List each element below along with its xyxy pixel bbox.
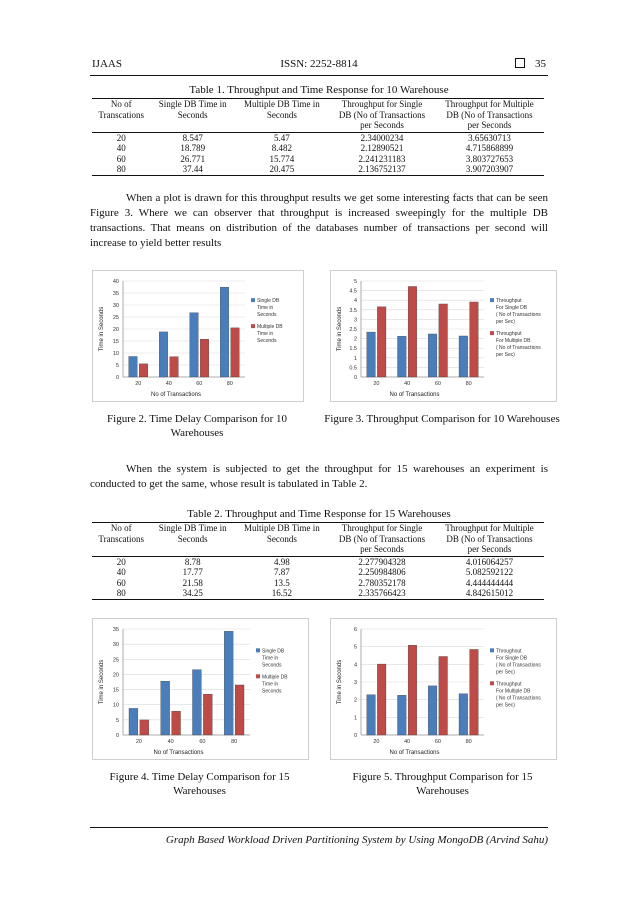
legend-swatch bbox=[490, 681, 494, 685]
issn: ISSN: 2252-8814 bbox=[280, 58, 358, 70]
x-tick-label: 40 bbox=[404, 739, 411, 745]
table-cell: 16.52 bbox=[235, 588, 329, 599]
legend-swatch bbox=[251, 324, 255, 328]
figure-5-chart bbox=[331, 619, 556, 759]
column-header-line: per Seconds bbox=[467, 120, 512, 130]
table-cell: 2.335766423 bbox=[329, 588, 435, 599]
y-tick-label: 3 bbox=[353, 317, 357, 324]
figure-2-caption-line2: Warehouses bbox=[170, 427, 224, 439]
y-tick-label: 1 bbox=[353, 355, 357, 362]
x-tick-label: 60 bbox=[434, 381, 441, 387]
table-cell: 37.44 bbox=[150, 164, 234, 175]
figure-4-caption-line2: Warehouses bbox=[173, 785, 226, 797]
y-tick-label: 30 bbox=[112, 303, 119, 309]
table-row bbox=[92, 578, 544, 589]
x-tick-label: 20 bbox=[373, 739, 380, 745]
legend-label: Throughput bbox=[496, 298, 522, 305]
table-cell: 5.47 bbox=[274, 132, 290, 143]
bar-single bbox=[459, 336, 468, 377]
bar-multiple bbox=[235, 685, 244, 735]
legend-label: Time in bbox=[262, 681, 279, 688]
bar-single bbox=[161, 681, 170, 735]
figure-3-chart bbox=[331, 271, 556, 401]
y-tick-label: 0 bbox=[353, 375, 357, 381]
bar-multiple bbox=[203, 694, 212, 735]
column-header-line: Transcations bbox=[98, 533, 145, 544]
x-tick-label: 40 bbox=[165, 381, 172, 387]
x-axis-label: No of Transactions bbox=[153, 750, 204, 756]
table-row bbox=[92, 154, 544, 165]
column-header-line: Multiple DB Time in bbox=[244, 99, 320, 109]
figure-2 bbox=[92, 270, 304, 402]
bar-single bbox=[220, 287, 229, 377]
y-tick-label: 5 bbox=[115, 363, 119, 369]
bar-single bbox=[129, 356, 138, 377]
y-axis-label: Time in Seconds bbox=[337, 306, 343, 352]
table-cell: 4.98 bbox=[274, 556, 290, 567]
column-header bbox=[329, 99, 435, 133]
figure-4-caption-line1: Figure 4. Time Delay Comparison for 15 bbox=[109, 771, 290, 783]
table-cell: 20 bbox=[116, 132, 126, 143]
y-tick-label: 0 bbox=[353, 733, 357, 739]
y-tick-label: 5 bbox=[115, 717, 119, 724]
legend-swatch bbox=[490, 648, 494, 652]
table-row bbox=[92, 588, 544, 599]
x-tick-label: 20 bbox=[135, 381, 142, 387]
legend-label: For Single DB bbox=[496, 305, 528, 312]
table-cell: 2.277904328 bbox=[358, 556, 406, 567]
column-header-line: Throughput for Multiple bbox=[445, 523, 534, 533]
table-cell: 20 bbox=[116, 556, 126, 567]
bar-multiple bbox=[470, 302, 479, 377]
table-cell: 8.78 bbox=[184, 556, 201, 567]
footer-text: Graph Based Workload Driven Partitioning System by Using MongoDB (Arvind Sahu) bbox=[165, 834, 548, 846]
x-tick-label: 80 bbox=[465, 739, 472, 745]
legend-label: Seconds bbox=[262, 662, 282, 669]
table-cell: 60 bbox=[116, 153, 126, 164]
column-header-line: Seconds bbox=[177, 109, 208, 120]
page-number-wrap bbox=[515, 58, 546, 70]
table-cell: 2.12890521 bbox=[360, 143, 404, 153]
paragraph-2-text: When the system is subjected to get the throughput for 15 warehouses an experiment is conducted to get the same, whose result is tabulated in Table 2. bbox=[90, 463, 548, 490]
bar-multiple bbox=[231, 328, 240, 377]
legend-label: Time in bbox=[257, 331, 274, 338]
legend-label: Single DB bbox=[257, 298, 280, 305]
y-axis-label: Time in Seconds bbox=[99, 659, 105, 705]
checkbox-square-icon bbox=[515, 58, 525, 68]
legend-swatch bbox=[251, 298, 255, 302]
figure-5 bbox=[330, 618, 557, 760]
bar-single bbox=[159, 332, 168, 377]
table-cell: 80 bbox=[92, 164, 150, 175]
legend-label: Seconds bbox=[262, 688, 282, 695]
y-axis-label: Time in Seconds bbox=[99, 306, 105, 352]
table-row bbox=[92, 164, 544, 175]
table-cell: 7.87 bbox=[274, 567, 290, 577]
bar-single bbox=[428, 334, 437, 377]
table2-caption: Table 2. Throughput and Time Response for 15 Warehouses bbox=[187, 508, 451, 520]
column-header-line: Multiple DB Time in bbox=[244, 523, 320, 533]
column-header-line: per Seconds bbox=[467, 544, 512, 554]
column-header bbox=[92, 523, 150, 557]
header-rule bbox=[90, 75, 548, 76]
x-tick-label: 60 bbox=[199, 739, 206, 745]
x-tick-label: 80 bbox=[231, 739, 238, 745]
bar-single bbox=[367, 695, 376, 735]
column-header-line: Seconds bbox=[177, 533, 208, 544]
legend-label: Time in bbox=[262, 655, 279, 662]
column-header-line: DB (No of Transactions bbox=[338, 109, 426, 120]
legend-swatch bbox=[256, 674, 260, 678]
figure-2-caption bbox=[92, 412, 302, 440]
bar-multiple bbox=[470, 649, 479, 735]
legend-label: Single DB bbox=[262, 648, 285, 655]
table1 bbox=[92, 98, 544, 176]
column-header bbox=[435, 99, 544, 133]
table-cell: 4.016064257 bbox=[465, 556, 514, 567]
y-tick-label: 1 bbox=[353, 715, 357, 722]
table-cell: 13.5 bbox=[274, 577, 290, 588]
table-cell: 5.082592122 bbox=[465, 567, 514, 577]
column-header-line: Seconds bbox=[266, 109, 297, 120]
column-header-line: DB (No of Transactions bbox=[446, 109, 533, 120]
y-tick-label: 35 bbox=[112, 627, 119, 633]
column-header-line: per Seconds bbox=[360, 120, 404, 130]
table2 bbox=[92, 522, 544, 600]
table-cell: 4.715868899 bbox=[465, 143, 514, 153]
x-tick-label: 40 bbox=[167, 739, 174, 745]
bar-single bbox=[398, 336, 407, 377]
table-row bbox=[92, 132, 544, 143]
table-cell: 21.58 bbox=[182, 577, 203, 588]
y-tick-label: 3.5 bbox=[349, 307, 357, 314]
table-cell: 2.250984806 bbox=[358, 567, 406, 577]
column-header-line: Transcations bbox=[98, 109, 145, 120]
table-cell: 8.547 bbox=[182, 132, 203, 143]
legend-swatch bbox=[490, 298, 494, 302]
table-cell: 2.34000234 bbox=[360, 132, 404, 143]
bar-single bbox=[224, 631, 233, 735]
legend-label: per Sec) bbox=[496, 352, 515, 359]
table-cell: 15.774 bbox=[269, 153, 295, 164]
y-tick-label: 2.5 bbox=[349, 327, 357, 333]
figure-3 bbox=[330, 270, 557, 402]
y-tick-label: 3 bbox=[353, 680, 357, 686]
y-tick-label: 0 bbox=[115, 733, 119, 739]
legend-label: ( No of Transactions bbox=[496, 312, 541, 319]
legend-label: ( No of Transactions bbox=[496, 695, 541, 702]
x-tick-label: 80 bbox=[465, 381, 472, 387]
y-tick-label: 6 bbox=[353, 627, 357, 633]
y-tick-label: 4.5 bbox=[349, 288, 357, 295]
table-cell: 3.803727653 bbox=[465, 153, 514, 164]
legend-label: Throughput bbox=[496, 681, 522, 688]
figure-3-caption-line1: Figure 3. Throughput Comparison for 10 Warehouses bbox=[324, 413, 560, 425]
bar-single bbox=[129, 708, 138, 735]
y-tick-label: 25 bbox=[112, 657, 119, 664]
table1-caption: Table 1. Throughput and Time Response for 10 Warehouse bbox=[189, 84, 449, 96]
table2-body bbox=[92, 556, 544, 599]
legend-label: Throughout bbox=[496, 648, 522, 655]
legend-swatch bbox=[256, 648, 260, 652]
table-cell: 18.789 bbox=[180, 143, 206, 153]
x-axis-label: No of Transactions bbox=[389, 750, 440, 756]
bar-single bbox=[190, 313, 199, 377]
y-tick-label: 4 bbox=[353, 662, 357, 669]
column-header-line: No of bbox=[110, 523, 132, 533]
paragraph-1-text: When a plot is drawn for this throughput results we get some interesting facts that can be seen Figure 3. Where we can observer that throughput is increased sweepingly for the multiple DB transactions. That means on distribution of the databases number of transactions per second will increase to yield better results bbox=[90, 192, 548, 249]
y-tick-label: 20 bbox=[112, 672, 119, 679]
legend-label: Throughput bbox=[496, 331, 522, 338]
column-header bbox=[150, 523, 234, 557]
legend-label: ( No of Transactions bbox=[496, 345, 541, 352]
y-tick-label: 40 bbox=[112, 279, 119, 285]
y-tick-label: 10 bbox=[112, 351, 119, 357]
y-tick-label: 20 bbox=[112, 327, 119, 333]
legend-label: Seconds bbox=[257, 312, 277, 319]
bar-multiple bbox=[170, 357, 179, 377]
figure-5-caption bbox=[330, 770, 555, 798]
y-tick-label: 15 bbox=[112, 339, 119, 345]
table-cell: 4.444444444 bbox=[465, 577, 514, 588]
bar-single bbox=[192, 670, 201, 735]
bar-multiple bbox=[200, 339, 209, 377]
bar-multiple bbox=[140, 720, 149, 735]
y-tick-label: 5 bbox=[353, 644, 357, 651]
x-tick-label: 60 bbox=[196, 381, 203, 387]
column-header bbox=[329, 523, 435, 557]
paragraph-2 bbox=[90, 462, 548, 492]
footer-rule bbox=[90, 827, 548, 828]
table-cell: 26.771 bbox=[180, 153, 206, 164]
column-header-line: DB (No of Transactions bbox=[338, 533, 426, 544]
x-axis-label: No of Transactions bbox=[150, 392, 202, 398]
bar-single bbox=[459, 694, 468, 735]
column-header-line: DB (No of Transactions bbox=[446, 533, 533, 544]
y-tick-label: 35 bbox=[112, 291, 119, 297]
y-tick-label: 2 bbox=[353, 697, 357, 704]
legend-label: For Multiple DB bbox=[496, 688, 531, 695]
column-header-line: Single DB Time in bbox=[158, 99, 227, 109]
y-tick-label: 0.5 bbox=[349, 365, 357, 372]
bar-multiple bbox=[377, 664, 386, 735]
bar-multiple bbox=[408, 645, 417, 735]
figure-2-chart bbox=[93, 271, 303, 401]
y-tick-label: 10 bbox=[112, 702, 119, 709]
column-header-line: Seconds bbox=[266, 533, 297, 544]
legend-label: ( No of Transactions bbox=[496, 662, 541, 669]
column-header-line: per Seconds bbox=[360, 544, 404, 554]
column-header bbox=[235, 99, 329, 133]
column-header-line: Throughput for Single bbox=[341, 99, 423, 109]
bar-multiple bbox=[408, 286, 417, 377]
x-tick-label: 20 bbox=[135, 739, 142, 745]
table-row bbox=[92, 556, 544, 567]
table-cell: 34.25 bbox=[150, 588, 234, 599]
y-tick-label: 5 bbox=[353, 279, 357, 285]
column-header bbox=[435, 523, 544, 557]
x-axis-label: No of Transactions bbox=[389, 392, 440, 398]
table1-body bbox=[92, 132, 544, 175]
bar-multiple bbox=[439, 656, 448, 735]
legend-label: Multiple DB bbox=[257, 324, 283, 331]
figure-5-caption-line1: Figure 5. Throughput Comparison for 15 bbox=[352, 771, 533, 783]
legend-label: For Single DB bbox=[496, 655, 528, 662]
column-header-line: No of bbox=[110, 99, 132, 109]
table-cell: 17.77 bbox=[182, 567, 203, 577]
bar-multiple bbox=[139, 364, 148, 377]
x-tick-label: 20 bbox=[373, 381, 380, 387]
table-row bbox=[92, 143, 544, 154]
figure-4-chart bbox=[93, 619, 308, 759]
legend-swatch bbox=[490, 331, 494, 335]
bar-single bbox=[398, 695, 407, 735]
legend-label: per Sec) bbox=[496, 319, 515, 326]
table-cell: 40 bbox=[116, 143, 126, 153]
x-tick-label: 40 bbox=[404, 381, 411, 387]
legend-label: per Sec) bbox=[496, 669, 515, 676]
table-cell: 3.907203907 bbox=[435, 164, 544, 175]
y-tick-label: 30 bbox=[112, 642, 119, 649]
table-cell: 3.65630713 bbox=[468, 132, 511, 143]
y-tick-label: 2 bbox=[353, 336, 357, 343]
figure-2-caption-line1: Figure 2. Time Delay Comparison for 10 bbox=[107, 413, 287, 425]
table-cell: 2.780352178 bbox=[358, 577, 406, 588]
table-cell: 20.475 bbox=[235, 164, 329, 175]
y-tick-label: 25 bbox=[112, 315, 119, 321]
bar-multiple bbox=[172, 711, 181, 735]
table-cell: 2.136752137 bbox=[329, 164, 435, 175]
x-tick-label: 60 bbox=[434, 739, 441, 745]
figure-3-caption bbox=[322, 412, 562, 426]
y-tick-label: 0 bbox=[115, 375, 119, 381]
legend-label: Multiple DB bbox=[262, 674, 288, 681]
journal-name: IJAAS bbox=[92, 58, 122, 70]
legend-label: Time in bbox=[257, 305, 274, 312]
figure-5-caption-line2: Warehouses bbox=[416, 785, 469, 797]
column-header bbox=[92, 99, 150, 133]
bar-single bbox=[367, 332, 376, 377]
table-cell: 8.482 bbox=[271, 143, 293, 153]
table2-header-row bbox=[92, 523, 544, 557]
table-cell: 80 bbox=[92, 588, 150, 599]
x-tick-label: 80 bbox=[226, 381, 233, 387]
paragraph-1 bbox=[90, 191, 548, 251]
figure-4 bbox=[92, 618, 309, 760]
table-cell: 4.842615012 bbox=[435, 588, 544, 599]
y-tick-label: 4 bbox=[353, 298, 357, 305]
bar-single bbox=[428, 686, 437, 735]
column-header-line: Throughput for Multiple bbox=[445, 99, 534, 109]
y-tick-label: 1.5 bbox=[349, 346, 357, 353]
column-header bbox=[235, 523, 329, 557]
legend-label: Seconds bbox=[257, 338, 277, 345]
table-row bbox=[92, 567, 544, 578]
figure-4-caption bbox=[92, 770, 307, 798]
bar-multiple bbox=[377, 307, 386, 377]
legend-label: For Multiple DB bbox=[496, 338, 531, 345]
y-axis-label: Time in Seconds bbox=[337, 659, 343, 705]
y-tick-label: 15 bbox=[112, 687, 119, 694]
table1-header-row bbox=[92, 99, 544, 133]
legend-label: per Sec) bbox=[496, 702, 515, 709]
column-header bbox=[150, 99, 234, 133]
column-header-line: Single DB Time in bbox=[158, 523, 227, 533]
table-cell: 2.241231183 bbox=[358, 153, 406, 164]
table-cell: 40 bbox=[116, 567, 126, 577]
table-cell: 60 bbox=[116, 577, 126, 588]
page-number: 35 bbox=[535, 58, 546, 70]
column-header-line: Throughput for Single bbox=[341, 523, 423, 533]
bar-multiple bbox=[439, 304, 448, 377]
